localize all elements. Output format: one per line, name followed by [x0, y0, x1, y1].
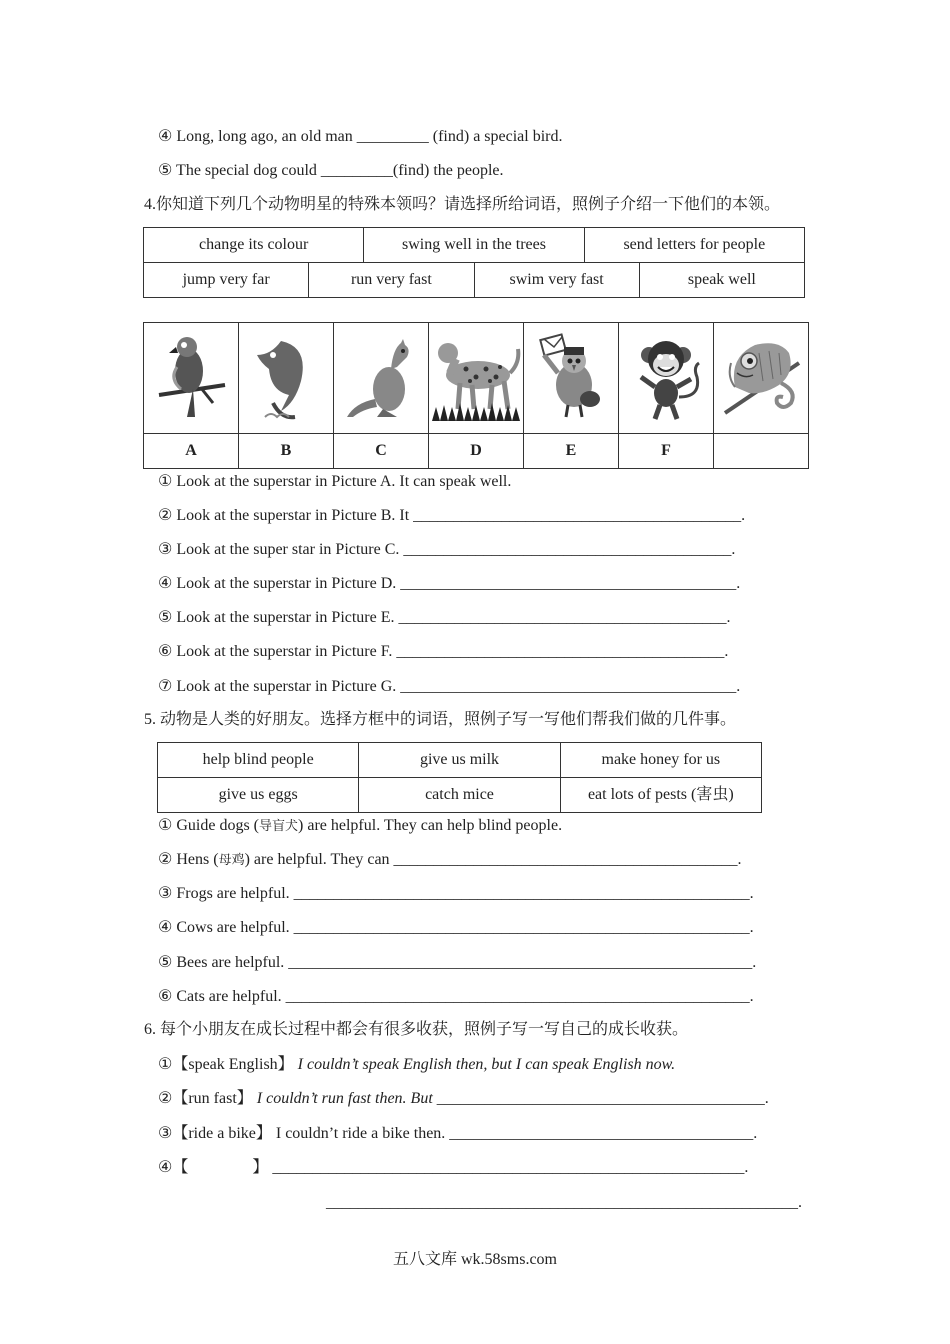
- q6-heading: 6. 每个小朋友在成长过程中都会有很多收获，照例子写一写自己的成长收获。: [144, 1021, 689, 1038]
- q4-word-box-row2: [143, 262, 805, 298]
- q4-item-3: ③ Look at the super star in Picture C. _________________________________________.: [158, 541, 736, 558]
- q4-word: speak well: [639, 263, 804, 298]
- q6-item-1-label: ①【speak English】: [158, 1056, 294, 1073]
- q5-word: eat lots of pests (害虫): [560, 778, 761, 813]
- q5-word: catch mice: [359, 778, 560, 813]
- picture-label: F: [619, 434, 714, 469]
- q5-heading: 5. 动物是人类的好朋友。选择方框中的词语，照例子写一写他们帮我们做的几件事。: [144, 711, 737, 728]
- q4-item-5: ⑤ Look at the superstar in Picture E. _________________________________________.: [158, 609, 731, 626]
- q4-item-7: ⑦ Look at the superstar in Picture G. __________________________________________.: [158, 678, 741, 695]
- q4-picture-table: [143, 322, 809, 469]
- cheetah-icon: [430, 333, 522, 423]
- q5-item-2-end: ) are helpful. They can ___________________________________________.: [244, 851, 742, 868]
- q5-item-2-start: ② Hens (: [158, 851, 219, 868]
- q5-item-3: ③ Frogs are helpful. _________________________________________________________.: [158, 885, 754, 902]
- q4-item-1: ① Look at the superstar in Picture A. It can speak well.: [158, 473, 512, 490]
- q5-item-5: ⑤ Bees are helpful. __________________________________________________________.: [158, 954, 757, 971]
- q5-item-1-note: 导盲犬: [259, 818, 299, 833]
- q5-item-1-end: ) are helpful. They can help blind people.: [298, 817, 563, 834]
- q4-word-box-row1: [143, 227, 805, 263]
- q6-item-2-blank: _________________________________________.: [432, 1090, 769, 1107]
- picture-cell-f: [619, 323, 714, 434]
- picture-cell-e: [524, 323, 619, 434]
- q5-item-1: [158, 816, 562, 836]
- q4-word: change its colour: [144, 228, 364, 263]
- q5-word: help blind people: [158, 743, 359, 778]
- q5-word-box: [157, 742, 762, 813]
- q4-word: send letters for people: [584, 228, 804, 263]
- q6-item-2-label: ②【run fast】: [158, 1090, 253, 1107]
- q5-item-2-note: 母鸡: [218, 852, 245, 867]
- q5-word: give us milk: [359, 743, 560, 778]
- picture-label: E: [524, 434, 619, 469]
- q6-item-1-text: I couldn’t speak English then, but I can speak English now.: [297, 1056, 676, 1073]
- q6-item-2-text: I couldn’t run fast then. But: [256, 1090, 433, 1107]
- q6-item-1: [158, 1055, 675, 1075]
- q6-item-3: ③【ride a bike】 I couldn’t ride a bike then. ______________________________________.: [158, 1125, 758, 1142]
- q4-item-2: ② Look at the superstar in Picture B. It _________________________________________.: [158, 507, 746, 524]
- q6-item-2: [158, 1089, 769, 1109]
- pigeon-icon: [534, 333, 608, 423]
- picture-cell-a: [144, 323, 239, 434]
- parrot-icon: [151, 333, 231, 423]
- picture-label: [714, 434, 809, 469]
- q5-item-6: ⑥ Cats are helpful. __________________________________________________________.: [158, 988, 754, 1005]
- picture-label: A: [144, 434, 239, 469]
- picture-label: B: [239, 434, 334, 469]
- page-footer: 五八文库 wk.58sms.com: [392, 1251, 557, 1268]
- q6-item-4: ④【 】 ___________________________________________________________.: [158, 1159, 749, 1176]
- q4-heading: 4.你知道下列几个动物明星的特殊本领吗？请选择所给词语，照例子介绍一下他们的本领。: [144, 196, 781, 213]
- kangaroo-icon: [341, 333, 421, 423]
- q4-item-6: ⑥ Look at the superstar in Picture F. _________________________________________.: [158, 643, 729, 660]
- picture-label: C: [334, 434, 429, 469]
- q6-item-4-continued: ___________________________________________________________.: [326, 1194, 802, 1211]
- q5-item-2: [158, 850, 742, 870]
- monkey-icon: [627, 333, 705, 423]
- q3-item-5: ⑤ The special dog could _________(find) the people.: [158, 162, 504, 179]
- q5-word: give us eggs: [158, 778, 359, 813]
- picture-cell-g: [714, 323, 809, 434]
- q3-item-4: ④ Long, long ago, an old man _________ (find) a special bird.: [158, 128, 563, 145]
- q5-item-4: ④ Cows are helpful. _________________________________________________________.: [158, 919, 754, 936]
- q4-word: swim very fast: [474, 263, 639, 298]
- picture-cell-d: [429, 323, 524, 434]
- picture-label: D: [429, 434, 524, 469]
- q5-word: make honey for us: [560, 743, 761, 778]
- q4-item-4: ④ Look at the superstar in Picture D. __________________________________________.: [158, 575, 741, 592]
- picture-cell-c: [334, 323, 429, 434]
- q4-word: jump very far: [144, 263, 309, 298]
- chameleon-icon: [719, 333, 803, 423]
- q5-item-1-start: ① Guide dogs (: [158, 817, 259, 834]
- dolphin-icon: [251, 333, 321, 423]
- picture-cell-b: [239, 323, 334, 434]
- q4-word: swing well in the trees: [364, 228, 584, 263]
- q4-word: run very fast: [309, 263, 474, 298]
